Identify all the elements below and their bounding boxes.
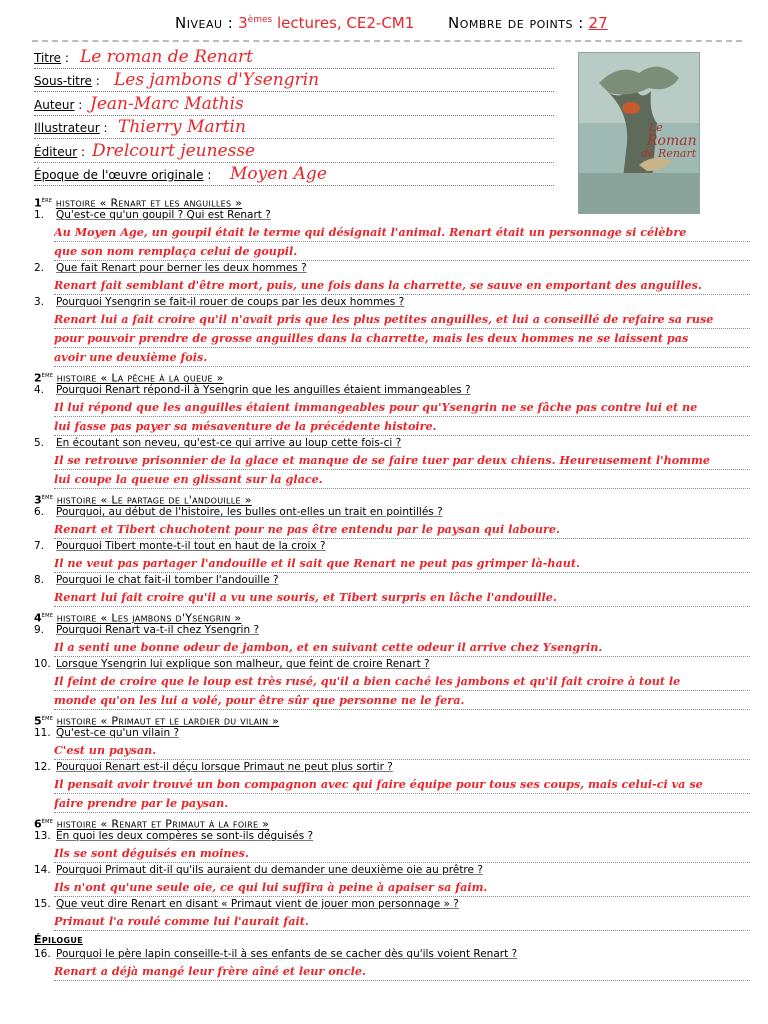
answer-line: Renart lui fait croire qu'il a vu une souris, et Tibert surpris en lâche l'andouille. xyxy=(54,588,750,607)
level-value xyxy=(238,14,414,32)
question-number: 4. xyxy=(34,384,45,396)
question-number: 2. xyxy=(34,262,45,274)
points-field xyxy=(448,14,608,32)
question-text: Qu'est-ce qu'un goupil ? Qui est Renart ? xyxy=(56,209,271,221)
question-text: Qu'est-ce qu'un vilain ? xyxy=(56,727,180,739)
question xyxy=(34,897,750,912)
question-number: 13. xyxy=(34,830,51,842)
answer-line: faire prendre par le paysan. xyxy=(54,794,750,813)
question-number: 15. xyxy=(34,898,51,910)
question-text: Que veut dire Renart en disant « Primaut vient de jouer mon personnage » ? xyxy=(56,898,459,910)
header xyxy=(0,12,768,36)
answer-line: Renart fait semblant d'être mort, puis, une fois dans la charrette, se sauve en emportant des anguilles. xyxy=(54,276,750,295)
section-number: 1 xyxy=(34,196,42,210)
section-number: 6 xyxy=(34,817,42,831)
answer xyxy=(34,912,750,931)
question xyxy=(34,657,750,672)
section-heading xyxy=(34,711,750,726)
answer xyxy=(34,520,750,539)
info-row-epoque: Époque de l'œuvre originale : Moyen Age xyxy=(34,163,554,187)
section-ordinal: ème xyxy=(41,371,54,379)
section-ordinal: ème xyxy=(41,714,54,722)
answer xyxy=(34,844,750,863)
question-number: 12. xyxy=(34,761,51,773)
section-ordinal: ère xyxy=(41,196,53,204)
section-ordinal: ème xyxy=(41,493,54,501)
soustitre-value: Les jambons d'Ysengrin xyxy=(114,70,320,90)
answer xyxy=(34,962,750,981)
question-text: Pourquoi Renart répond-il à Ysengrin que les anguilles étaient immangeables ? xyxy=(56,384,471,396)
section-number: 2 xyxy=(34,371,42,385)
answer-line: Ils n'ont qu'une seule oie, ce qui lui suffira à peine à apaiser sa faim. xyxy=(54,878,750,897)
answer xyxy=(34,775,750,813)
cover-title-line3: de Renart xyxy=(641,147,697,160)
question-text: En écoutant son neveu, qu'est-ce qui arrive au loup cette fois-ci ? xyxy=(56,437,402,449)
question-text: Que fait Renart pour berner les deux hommes ? xyxy=(56,262,307,274)
answer-line: Renart et Tibert chuchotent pour ne pas être entendu par le paysan qui laboure. xyxy=(54,520,750,539)
answer-line: lui coupe la queue en glissant sur la glace. xyxy=(54,470,750,489)
section-number: 3 xyxy=(34,493,42,507)
answer xyxy=(34,588,750,607)
answer-line: Il pensait avoir trouvé un bon compagnon avec qui faire équipe pour tous ses coups, mais celui-ci va se xyxy=(54,775,750,794)
answer xyxy=(34,398,750,436)
section-title: histoire « Les jambons d'Ysengrin » xyxy=(56,611,242,625)
info-row-editeur: Éditeur : Drelcourt jeunesse xyxy=(34,139,554,163)
question xyxy=(34,760,750,775)
book-cover-illustration xyxy=(579,53,699,213)
level-number: 3 xyxy=(238,14,248,32)
question-number: 6. xyxy=(34,506,45,518)
question-number: 14. xyxy=(34,864,51,876)
auteur-value: Jean-Marc Mathis xyxy=(90,93,244,114)
section-heading xyxy=(34,814,750,829)
question-text: Pourquoi le chat fait-il tomber l'andouille ? xyxy=(56,574,279,586)
section-ordinal: ème xyxy=(41,817,54,825)
answer-line: Il lui répond que les anguilles étaient immangeables pour qu'Ysengrin ne se fâche pas contre lui et ne xyxy=(54,398,750,417)
info-row-illustrateur: Illustrateur : Thierry Martin xyxy=(34,116,554,140)
answer-line: Au Moyen Age, un goupil était le terme qui désignait l'animal. Renart était un personnage si célèbre xyxy=(54,223,750,242)
question xyxy=(34,863,750,878)
section-heading xyxy=(34,368,750,383)
section-title: histoire « Renart et les anguilles » xyxy=(55,196,243,210)
points-value: 27 xyxy=(588,14,608,32)
points-label: Nombre de points : xyxy=(448,14,584,32)
answer xyxy=(34,878,750,897)
section-number: 5 xyxy=(34,714,42,728)
section-heading xyxy=(34,608,750,623)
questions-area xyxy=(34,192,750,981)
epoque-value: Moyen Age xyxy=(230,164,327,184)
illustrateur-value: Thierry Martin xyxy=(118,117,246,137)
question-text: Lorsque Ysengrin lui explique son malheur, que feint de croire Renart ? xyxy=(56,658,430,670)
section-title: Épilogue xyxy=(34,933,83,946)
section-heading xyxy=(34,932,750,947)
question-text: Pourquoi Renart va-t-il chez Ysengrin ? xyxy=(56,624,260,636)
section-ordinal: ème xyxy=(41,611,54,619)
question-number: 9. xyxy=(34,624,45,636)
info-row-soustitre: Sous-titre : Les jambons d'Ysengrin xyxy=(34,69,554,93)
question xyxy=(34,573,750,588)
question-number: 5. xyxy=(34,437,45,449)
level-label: Niveau : xyxy=(175,14,234,32)
answer xyxy=(34,310,750,367)
info-row-titre: Titre : Le roman de Renart xyxy=(34,45,554,69)
section-heading xyxy=(34,193,750,208)
question-number: 16. xyxy=(34,948,51,960)
epoque-label: Époque de l'œuvre originale xyxy=(34,168,204,182)
titre-value: Le roman de Renart xyxy=(80,46,253,67)
book-cover-image xyxy=(578,52,700,214)
answer-line: Renart lui a fait croire qu'il n'avait pris que les plus petites anguilles, et lui a conseillé de refaire sa ruse xyxy=(54,310,750,329)
level-sup: èmes xyxy=(247,15,273,25)
soustitre-label: Sous-titre xyxy=(34,74,92,88)
question xyxy=(34,505,750,520)
question-text: Pourquoi Tibert monte-t-il tout en haut de la croix ? xyxy=(56,540,326,552)
question-text: En quoi les deux compères se sont-ils déguisés ? xyxy=(56,830,314,842)
editeur-label: Éditeur xyxy=(34,144,78,159)
question-number: 1. xyxy=(34,209,45,221)
question xyxy=(34,726,750,741)
level-text: lectures, CE2-CM1 xyxy=(272,14,415,32)
section-heading xyxy=(34,490,750,505)
question-text: Pourquoi Primaut dit-il qu'ils auraient du demander une deuxième oie au prêtre ? xyxy=(56,864,483,876)
section-title: histoire « Le partage de l'andouille » xyxy=(56,493,252,507)
question-text: Pourquoi le père lapin conseille-t-il à ses enfants de se cacher dès qu'ils voient Renart ? xyxy=(56,948,518,960)
question-number: 7. xyxy=(34,540,45,552)
answer-line: Il ne veut pas partager l'andouille et il sait que Renart ne peut pas grimper là-haut. xyxy=(54,554,750,573)
question-number: 3. xyxy=(34,296,45,308)
section-title: histoire « La pêche à la queue » xyxy=(56,371,224,385)
level-field xyxy=(175,14,414,32)
question xyxy=(34,383,750,398)
header-separator xyxy=(32,40,742,42)
question xyxy=(34,539,750,554)
info-row-auteur: Auteur : Jean-Marc Mathis xyxy=(34,92,554,116)
answer-line: Ils se sont déguisés en moines. xyxy=(54,844,750,863)
cover-title-line1: Le xyxy=(649,121,663,134)
titre-label: Titre xyxy=(34,50,62,65)
question-text: Pourquoi Renart est-il déçu lorsque Primaut ne peut plus sortir ? xyxy=(56,761,393,773)
question-text: Pourquoi, au début de l'histoire, les bulles ont-elles un trait en pointillés ? xyxy=(56,506,443,518)
question-number: 8. xyxy=(34,574,45,586)
question-text: Pourquoi Ysengrin se fait-il rouer de coups par les deux hommes ? xyxy=(56,296,405,308)
section-title: histoire « Primaut et le lardier du vilain » xyxy=(56,714,280,728)
question xyxy=(34,947,750,962)
editeur-value: Drelcourt jeunesse xyxy=(92,140,256,161)
answer-line: Il feint de croire que le loup est très rusé, qu'il a bien caché les jambons et qu'il fait croire à tout le xyxy=(54,672,750,691)
answer-line: lui fasse pas payer sa mésaventure de la précédente histoire. xyxy=(54,417,750,436)
auteur-label: Auteur xyxy=(34,97,75,112)
answer-line: avoir une deuxième fois. xyxy=(54,348,750,367)
answer-line: Renart a déjà mangé leur frère aîné et leur oncle. xyxy=(54,962,750,981)
answer-line: Il a senti une bonne odeur de jambon, et en suivant cette odeur il arrive chez Ysengrin. xyxy=(54,638,750,657)
book-info xyxy=(34,45,554,186)
question xyxy=(34,261,750,276)
section-number: 4 xyxy=(34,611,42,625)
question-number: 11. xyxy=(34,727,51,739)
answer xyxy=(34,672,750,710)
answer xyxy=(34,554,750,573)
section-title: histoire « Renart et Primaut à la foire » xyxy=(56,817,270,831)
illustrateur-label: Illustrateur xyxy=(34,121,100,135)
answer-line: que son nom remplaça celui de goupil. xyxy=(54,242,750,261)
cover-title-line2: Roman xyxy=(647,133,697,149)
answer-line: C'est un paysan. xyxy=(54,741,750,760)
answer-line: monde qu'on les lui a volé, pour être sûr que personne ne le fera. xyxy=(54,691,750,710)
answer xyxy=(34,741,750,760)
question xyxy=(34,623,750,638)
answer xyxy=(34,638,750,657)
question xyxy=(34,295,750,310)
question-number: 10. xyxy=(34,658,51,670)
question xyxy=(34,436,750,451)
question xyxy=(34,829,750,844)
answer xyxy=(34,223,750,261)
answer xyxy=(34,276,750,295)
answer-line: pour pouvoir prendre de grosse anguilles dans la charrette, mais les deux hommes ne se laissent pas xyxy=(54,329,750,348)
question xyxy=(34,208,750,223)
answer-line: Primaut l'a roulé comme lui l'aurait fait. xyxy=(54,912,750,931)
answer-line: Il se retrouve prisonnier de la glace et manque de se faire tuer par deux chiens. Heureusement l'homme xyxy=(54,451,750,470)
answer xyxy=(34,451,750,489)
